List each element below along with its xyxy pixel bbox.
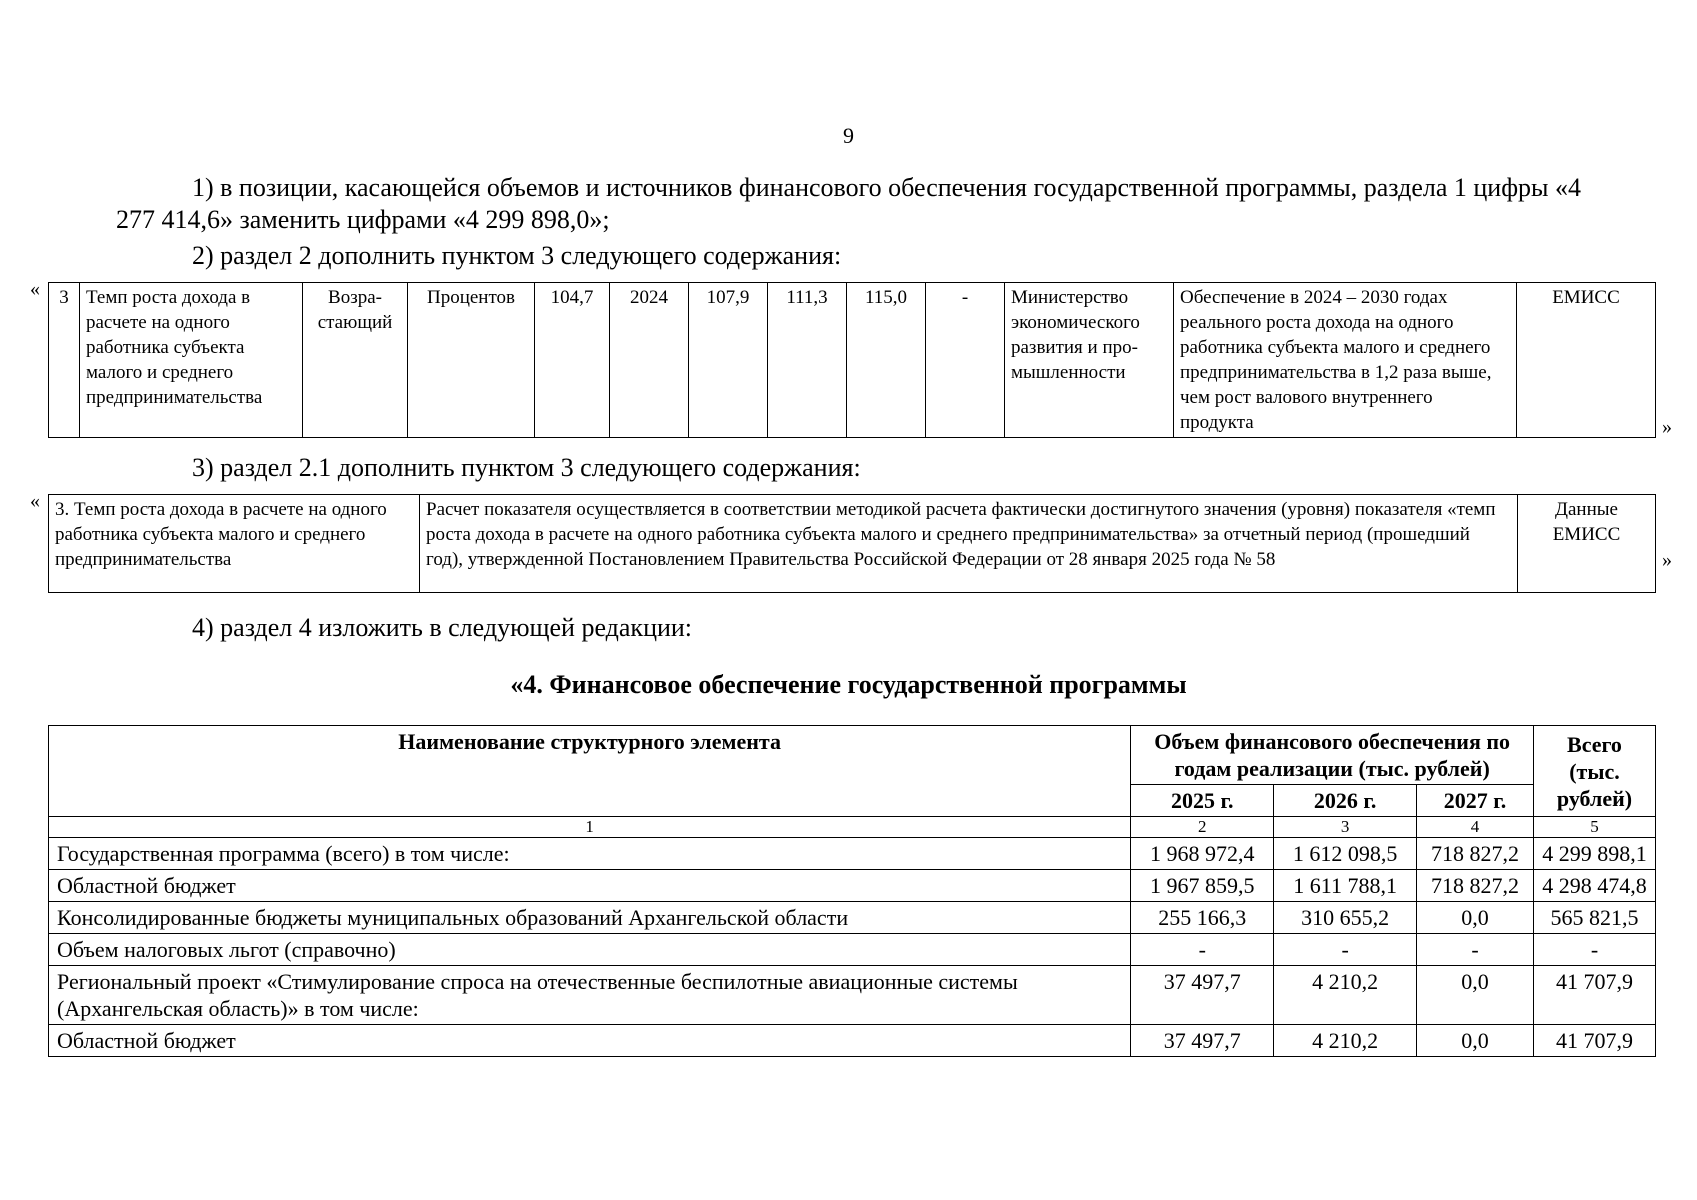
table-row [49,902,1656,934]
table-row [49,934,1656,966]
header-total: Всего (тыс. рублей) [1533,726,1655,817]
indicator-base-value: 104,7 [535,283,610,438]
row-name: Консолидированные бюджеты муниципальных образований Архангельской области [49,902,1131,934]
row-value-2025: 37 497,7 [1131,966,1274,1025]
row-value-2027: - [1417,934,1534,966]
indicator-link: Обеспечение в 2024 – 2030 годах реального роста дохода на одного работника субъекта малого и среднего предпринимательства в 1,2 раза выше, чем рост валового внутреннего продукта [1174,283,1517,438]
row-value-2027: 0,0 [1417,966,1534,1025]
column-numbers-row [49,817,1656,838]
row-value-2027: 718 827,2 [1417,870,1534,902]
indicator-value-2025: 107,9 [689,283,768,438]
open-quote: « [30,490,40,512]
indicator-dash: - [926,283,1005,438]
row-value-2027: 718 827,2 [1417,838,1534,870]
row-value-2025: 1 968 972,4 [1131,838,1274,870]
column-number: 5 [1533,817,1655,838]
header-year-2027: 2027 г. [1417,785,1534,817]
row-name: Областной бюджет [49,1025,1131,1057]
close-quote: » [1662,416,1672,438]
row-value-2025: - [1131,934,1274,966]
indicator-number: 3 [49,283,80,438]
open-quote: « [30,278,40,300]
column-number: 2 [1131,817,1274,838]
row-value-2026: 310 655,2 [1274,902,1417,934]
indicator-unit: Процентов [408,283,535,438]
indicator-value-2027: 115,0 [847,283,926,438]
row-value-2026: 1 611 788,1 [1274,870,1417,902]
column-number: 3 [1274,817,1417,838]
indicator-trend: Возра-стающий [303,283,408,438]
header-volume: Объем финансового обеспечения по годам реализации (тыс. рублей) [1131,726,1534,785]
row-value-2025: 255 166,3 [1131,902,1274,934]
row-value-2026: 4 210,2 [1274,1025,1417,1057]
row-total: 4 299 898,1 [1533,838,1655,870]
row-total: - [1533,934,1655,966]
table-row [49,495,1656,593]
table-row [49,838,1656,870]
row-total: 565 821,5 [1533,902,1655,934]
row-value-2027: 0,0 [1417,902,1534,934]
indicator-base-year: 2024 [610,283,689,438]
table-row [49,283,1656,438]
table-row [49,870,1656,902]
indicator-responsible: Министерство экономического развития и про-мышленности [1005,283,1174,438]
column-number: 1 [49,817,1131,838]
methodology-text: Расчет показателя осуществляется в соответствии методикой расчета фактически достигнутого значения (уровня) показателя «темп роста дохода в расчете на одного работника субъекта малого и среднего предпринимательства» за отчетный период (прошедший год), утвержденной Постановлением Правительства Российской Федерации от 28 января 2025 года № 58 [420,495,1518,593]
row-name: Государственная программа (всего) в том числе: [49,838,1131,870]
row-value-2026: 1 612 098,5 [1274,838,1417,870]
table-row [49,966,1656,1025]
row-name: Объем налоговых льгот (справочно) [49,934,1131,966]
row-name: Областной бюджет [49,870,1131,902]
paragraph-1: 1) в позиции, касающейся объемов и источников финансового обеспечения государственной программы, раздела 1 цифры «4 277 414,6» заменить цифрами «4 299 898,0»; [116,173,1582,234]
paragraph-3: 3) раздел 2.1 дополнить пунктом 3 следующего содержания: [192,453,861,482]
table-header-row [49,726,1656,785]
indicator-table [48,282,1656,438]
row-value-2026: 4 210,2 [1274,966,1417,1025]
indicator-value-2026: 111,3 [768,283,847,438]
methodology-source: Данные ЕМИСС [1518,495,1656,593]
row-total: 41 707,9 [1533,966,1655,1025]
header-name: Наименование структурного элемента [49,726,1131,817]
row-name: Региональный проект «Стимулирование спроса на отечественные беспилотные авиационные системы (Архангельская область)» в том числе: [49,966,1131,1025]
header-year-2025: 2025 г. [1131,785,1274,817]
methodology-table [48,494,1656,593]
page-number: 9 [843,123,854,148]
header-year-2026: 2026 г. [1274,785,1417,817]
row-value-2025: 37 497,7 [1131,1025,1274,1057]
column-number: 4 [1417,817,1534,838]
row-value-2026: - [1274,934,1417,966]
indicator-source: ЕМИСС [1517,283,1656,438]
indicator-name: Темп роста дохода в расчете на одного работника субъекта малого и среднего предпринимательства [80,283,303,438]
financial-table [48,725,1656,1057]
row-value-2027: 0,0 [1417,1025,1534,1057]
paragraph-4: 4) раздел 4 изложить в следующей редакции: [192,613,693,642]
section-title: «4. Финансовое обеспечение государственной программы [510,670,1187,699]
close-quote: » [1662,549,1672,571]
paragraph-2: 2) раздел 2 дополнить пунктом 3 следующего содержания: [192,241,842,270]
row-value-2025: 1 967 859,5 [1131,870,1274,902]
methodology-name: 3. Темп роста дохода в расчете на одного работника субъекта малого и среднего предпринимательства [49,495,420,593]
table-row [49,1025,1656,1057]
row-total: 4 298 474,8 [1533,870,1655,902]
row-total: 41 707,9 [1533,1025,1655,1057]
